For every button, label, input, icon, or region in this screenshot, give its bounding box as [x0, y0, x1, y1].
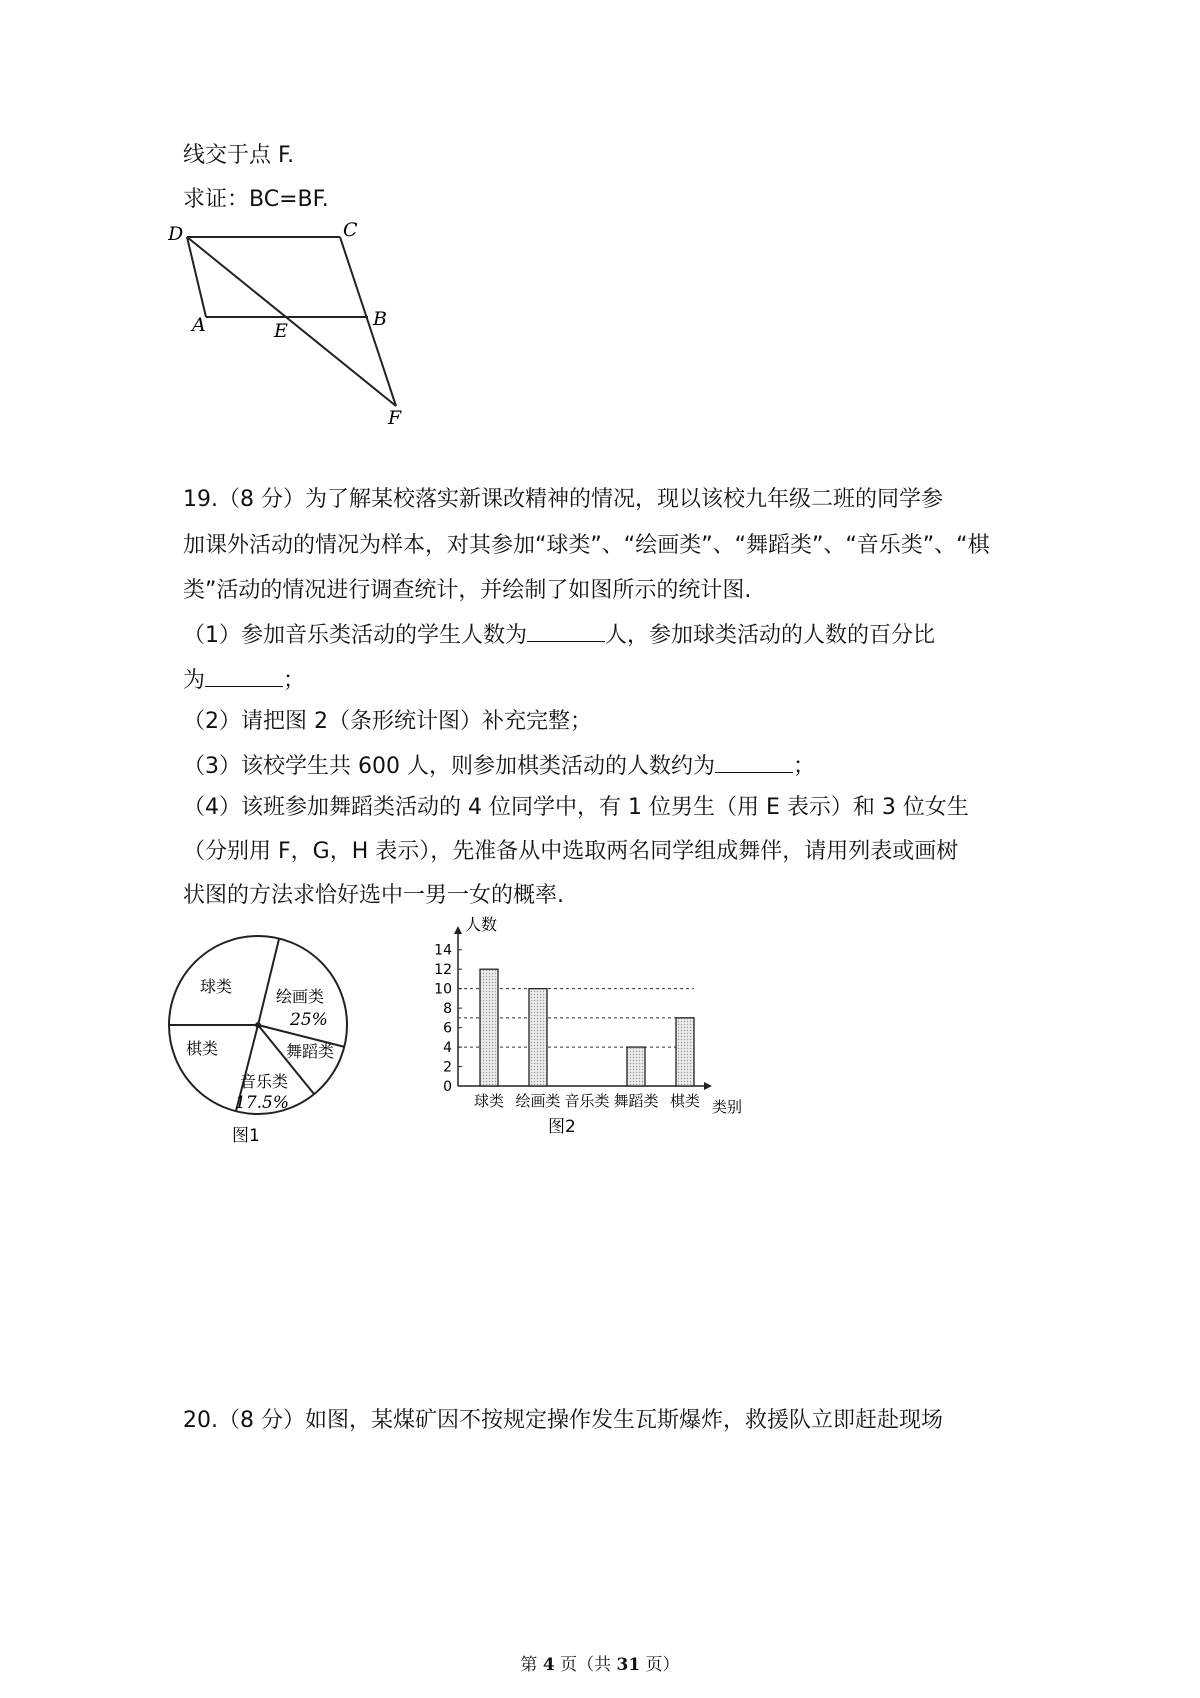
q19-part4-line-2: （分别用 F，G，H 表示），先准备从中选取两名同学组成舞伴，请用列表或画树 [183, 839, 959, 864]
pie-center [255, 1022, 261, 1028]
q19-part1-text-b: 人，参加球类活动的人数的百分比 [605, 623, 936, 648]
bar-category-label: 球类 [473, 1092, 505, 1110]
segment-cf [340, 237, 396, 406]
q19-part1-text-c: 为 [183, 668, 206, 693]
bar-ytick-label: 0 [443, 1079, 452, 1095]
pie-divider-1 [258, 939, 279, 1025]
bar-category-label: 音乐类 [564, 1092, 610, 1110]
point-label-f: F [388, 407, 402, 429]
pie-value-drawing: 25% [290, 1010, 328, 1030]
point-label-a: A [192, 314, 206, 336]
bar [676, 1018, 694, 1086]
bar-x-axis-arrow [704, 1082, 712, 1090]
bar-ytick-label: 14 [434, 942, 452, 959]
point-label-d: D [168, 223, 184, 245]
point-label-c: C [343, 219, 358, 241]
bar-ytick-label: 10 [434, 981, 452, 998]
intro-line-1: 线交于点 F. [183, 143, 295, 168]
bar-ytick-label: 4 [443, 1040, 452, 1057]
point-label-b: B [373, 308, 387, 330]
bar-chart-title: 图2 [548, 1117, 576, 1137]
q19-part4-line-1: （4）该班参加舞蹈类活动的 4 位同学中，有 1 位男生（用 E 表示）和 3 位女生 [183, 795, 969, 820]
bar-ytick-label: 8 [443, 1001, 452, 1018]
bar-chart [410, 912, 780, 1172]
q19-line-1: 19.（8 分）为了解某校落实新课改精神的情况，现以该校九年级二班的同学参 [183, 487, 943, 512]
intro-line-2: 求证：BC=BF. [183, 187, 329, 212]
bar-ytick-label: 2 [443, 1059, 452, 1076]
bar-y-axis-arrow [454, 926, 462, 934]
answer-blank-2[interactable] [205, 664, 283, 687]
bar-ytick-label: 6 [443, 1020, 452, 1037]
footer-suffix: 页） [640, 1655, 680, 1675]
q19-part2: （2）请把图 2（条形统计图）补充完整； [183, 709, 592, 734]
q19-part1-line-1 [183, 619, 935, 651]
q19-part1-text-d: ； [283, 668, 306, 693]
footer-total-pages: 31 [616, 1655, 641, 1675]
q19-part3-text-b: ； [792, 754, 815, 779]
q20-line-1: 20.（8 分）如图，某煤矿因不按规定操作发生瓦斯爆炸，救援队立即赶赴现场 [183, 1408, 943, 1433]
bar [480, 969, 498, 1086]
bar-ytick-label: 12 [434, 962, 452, 979]
footer-middle: 页（共 [554, 1655, 617, 1675]
pie-label-drawing: 绘画类 [276, 987, 325, 1006]
q19-part1-line-2 [183, 664, 305, 696]
pie-value-music: 17.5% [235, 1093, 290, 1113]
bar-category-label: 绘画类 [515, 1092, 561, 1110]
parallelogram-figure [168, 214, 428, 442]
segment-df [187, 237, 396, 406]
bar-xlabel: 类别 [712, 1098, 743, 1116]
q19-part3-text-a: （3）该校学生共 600 人，则参加棋类活动的人数约为 [183, 754, 715, 779]
answer-blank-3[interactable] [715, 750, 793, 773]
q19-part4-line-3: 状图的方法求恰好选中一男一女的概率. [183, 883, 564, 908]
pie-label-music: 音乐类 [240, 1072, 289, 1091]
footer-page-number: 4 [542, 1655, 555, 1675]
q19-part1-text-a: （1）参加音乐类活动的学生人数为 [183, 623, 527, 648]
bar [627, 1047, 645, 1086]
bar-category-label: 棋类 [669, 1092, 701, 1110]
point-label-e: E [274, 320, 288, 342]
pie-label-ball: 球类 [200, 977, 233, 996]
q19-part3 [183, 750, 815, 782]
q19-line-3: 类”活动的情况进行调查统计，并绘制了如图所示的统计图. [183, 578, 752, 603]
page-footer [0, 1650, 1200, 1675]
pie-label-chess: 棋类 [186, 1039, 219, 1058]
bar [529, 989, 547, 1086]
pie-chart-title: 图1 [232, 1126, 260, 1146]
q19-line-2: 加课外活动的情况为样本，对其参加“球类”、“绘画类”、“舞蹈类”、“音乐类”、“棋 [183, 533, 990, 558]
bar-ylabel: 人数 [465, 915, 498, 934]
pie-chart [160, 935, 360, 1175]
pie-label-dance: 舞蹈类 [286, 1042, 335, 1061]
bar-category-label: 舞蹈类 [613, 1092, 659, 1110]
answer-blank-1[interactable] [527, 619, 605, 642]
footer-prefix: 第 [520, 1655, 543, 1675]
